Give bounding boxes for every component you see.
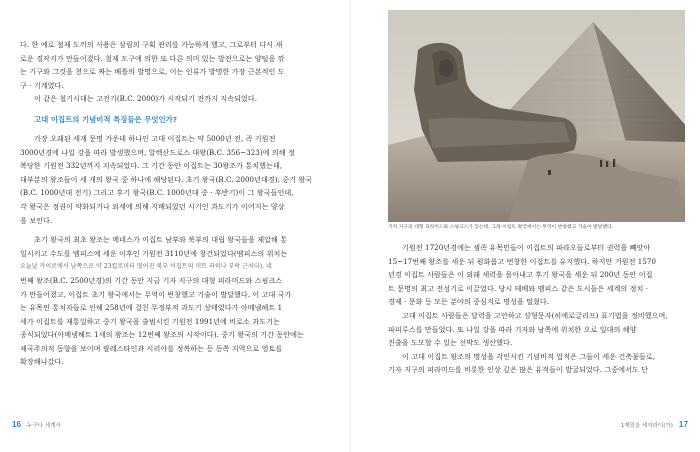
text-line: (B.C. 1000년대 전기) 그리고 후기 왕국(B.C. 1000년대 중 · 후반기)이 그 왕국들인데,	[20, 188, 294, 198]
right-column	[388, 241, 685, 377]
paragraph-semitic-dynasties	[388, 241, 685, 309]
text-line: 가 만들어졌고, 이집트 초기 왕국에서는 무역이 번창했고 기술이 발달했다. 이 고대 국가	[20, 289, 292, 299]
text-line: 이 같은 철기시대는 고전기(B.C. 2000)가 시작되기 전까지 지속되었다.	[34, 94, 258, 104]
left-footer	[12, 420, 61, 429]
text-line: 로운 경작지가 만들어졌다. 철제 도구에 의한 또 다른 의미 있는 발전으로는 양털을 깎	[20, 53, 285, 63]
text-line: 진출을 도모할 수 있는 선박도 생산했다.	[388, 338, 513, 348]
page-number: 16	[12, 420, 22, 429]
text-line: 을 보인다.	[20, 215, 53, 225]
text-line: 15~17번째 왕조를 세운 뒤 평화롭고 번창한 이집트를 유지했다. 하지만 기원전 1570	[388, 256, 657, 266]
text-line: 파피루스를 만들었다. 또 나일 강을 따라 기자와 남쪽에 위치한 오로 일대의 해양	[388, 324, 637, 334]
text-line: 는 기구와 그것을 천으로 짜는 베틀의 발명으로, 이는 인류가 발명한 가장 근본적인 도	[20, 67, 285, 77]
text-line: 는 유목민 통치자들로 인해 258년에 걸친 무정부적 과도기 상태였다가 아메넴헤트 1	[20, 303, 283, 313]
text-line: 경제 · 문화 등 모든 분야의 중심지로 명성을 떨쳤다.	[388, 297, 550, 307]
book-title: 누구나 세계사	[27, 422, 61, 429]
text-line: 고대 이집트 사람들은 달력을 고안하고 상형문자(히에로글리프) 표기법을 정비했으며,	[402, 310, 668, 320]
text-line: 구 · 기계였다.	[20, 80, 64, 90]
left-column	[20, 38, 328, 369]
intro-paragraph	[20, 38, 328, 106]
text-line: 복당한 기원전 332년까지 지속되었다. 그 기간 동안 이집트는 30왕조가 통치했는데,	[20, 161, 283, 171]
text-line: 제국주의적 동향을 보이며 팔레스타인과 시리아를 정복하는 등 동쪽 지역으로 영토를	[20, 343, 283, 353]
text-line: 3000년경에 나일 강을 따라 발생했으며, 알렉산드로스 대왕(B.C. 356~323)에 의해 정	[20, 147, 295, 157]
text-line: 기자 지구의 피라미드를 비롯한 인상 깊은 많은 유적들이 발굴되었다. 그중에서도 단	[388, 365, 649, 375]
paragraph-egypt-overview	[20, 132, 328, 227]
text-line: 확장해나갔다.	[20, 357, 64, 367]
text-line: 이 고대 이집트 왕조의 명성을 각인시킨 기념비적 업적은 그들이 세운 건축물들로,	[402, 351, 656, 361]
text-line: 초기 왕국의 최초 왕조는 메네스가 이집트 남부와 북부의 대립 왕국들을 제압해 통	[34, 235, 288, 245]
text-line: 기원전 1720년경에는 셈족 유목민들이 이집트의 파라오들로부터 권력을 빼앗아	[402, 243, 651, 252]
section-question-heading: 고대 이집트의 기념비적 특징들은 무엇인가?	[34, 114, 178, 124]
text-line: 일시키고 수도를 멤피스에 세운 이후인 기원전 3110년에 창건되었다(멤피스의 위치는	[20, 248, 288, 258]
text-line: 트 문명의 최고 전성기로 이끌었다. 당시 테베와 멤피스 같은 도시들은 세계의 정치 ·	[388, 283, 649, 293]
chapter-title: 1재밌을 세이라이(가)	[620, 422, 673, 429]
paragraph-early-kingdom	[20, 233, 328, 369]
paragraph-monuments	[388, 350, 685, 377]
text-line: 종식되었다(아메넴헤트 1세의 왕조는 12번째 왕조의 시작이다). 중기 왕국의 기간 동안에는	[20, 330, 304, 340]
text-line: 다. 한 예로 철제 도끼의 사용은 삼림의 구획 관리를 가능하게 했고, 그로부터 다시 새	[20, 40, 283, 49]
right-footer	[621, 420, 688, 429]
text-line: 오늘날 카이로에서 남쪽으로 약 23킬로미터 떨어진 북부 이집트의 미트 라히나 부락 근처다). 네	[20, 263, 272, 271]
photo-caption: 기자 지구의 대형 피라미드와 스핑크스가 있는데, 그래 이집트 왕국에서는 무역이 번창했고 기술이 발달했다.	[388, 225, 614, 230]
sphinx-pyramid-photo	[388, 10, 685, 222]
text-line: 대부분의 왕조들이 세 개의 왕국 중 하나에 해당된다. 초기 왕국(B.C. 2000년대경), 중기 왕국	[20, 174, 313, 184]
text-line: 각 왕국은 정권이 약화되거나 외세에 의해 지배되었던 시기인 과도기가 이어지는 양상	[20, 201, 285, 211]
text-line: 번째 왕조(B.C. 2500년경)의 기간 동안 지금 기자 지구의 대형 피라미드와 스핑크스	[20, 275, 283, 285]
text-line: 년경 이집트 사람들은 이 외래 세력을 몰아내고 후기 왕국을 세운 뒤 200년 동안 이집	[388, 270, 653, 280]
paragraph-inventions	[388, 309, 685, 350]
text-line: 세가 이집트를 재통일하고 중기 왕국을 출범시킨 기원전 1991년에 비로소 과도기는	[20, 316, 280, 326]
page-number: 17	[678, 420, 688, 429]
sphinx-pyramid-image	[388, 10, 685, 222]
text-line: 가장 오래된 세계 문명 가운데 하나인 고대 이집트는 약 5000년 전, 즉 기원전	[34, 133, 276, 143]
